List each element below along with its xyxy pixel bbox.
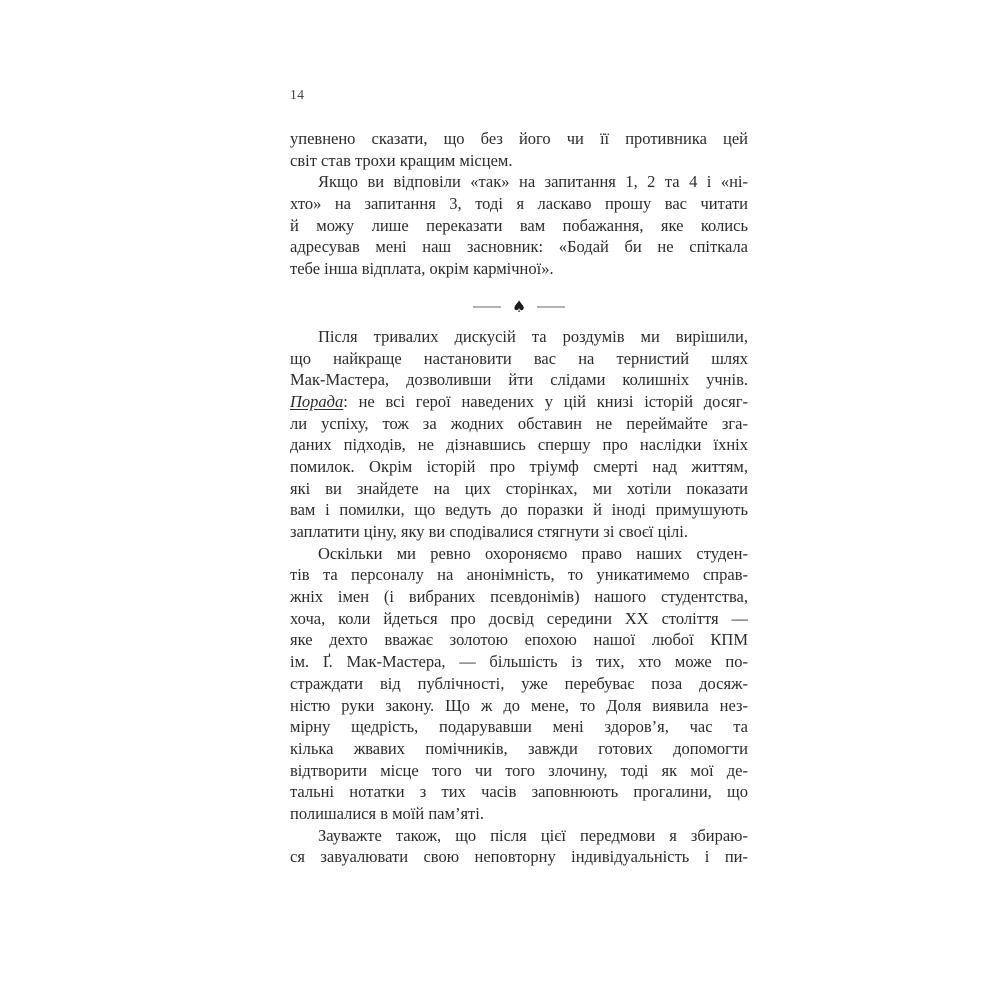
text-line: Після тривалих дискусій та роздумів ми вирішили, (318, 326, 748, 346)
spade-icon: ♠ (511, 296, 527, 316)
text-line: страждати від публічності, уже перебуває поза досяж- (290, 673, 748, 693)
text-line: ім. Ґ. Мак-Мастера, — більшість із тих, хто може по- (290, 652, 748, 672)
text-line: вам і помилки, що ведуть до поразки й іноді примушують (290, 500, 748, 520)
emphasized-term: Порада (290, 391, 344, 411)
paragraph (290, 326, 748, 543)
text-line: й можу лише переказати вам побажання, яке колись (290, 215, 748, 235)
text-line: полишалися в моїй пам’яті. (290, 803, 484, 823)
text-line: яке дехто вважає золотою епохою нашої любої КПМ (290, 630, 748, 650)
text-line: тебе інша відплата, окрім кармічної». (290, 259, 554, 279)
divider-rule-left (473, 306, 501, 308)
text-line: Якщо ви відповіли «так» на запитання 1, 2 та 4 і «ні- (318, 172, 748, 192)
text-line: хоча, коли йдеться про досвід середини XX століття — (290, 608, 748, 628)
paragraph (290, 128, 748, 171)
text-line: що найкраще настановити вас на тернистий шлях (290, 348, 748, 368)
page-number: 14 (290, 87, 305, 102)
page-body (290, 128, 748, 868)
text-line: мірну щедрість, подарувавши мені здоров’я, час та (290, 717, 748, 737)
paragraph (290, 825, 748, 868)
text-line: які ви знайдете на цих сторінках, ми хотіли показати (290, 478, 748, 498)
text-line: тів та персоналу на анонімність, то уникатимемо справ- (290, 565, 748, 585)
text-line: Порада: не всі герої наведених у цій книзі історій досяг- (290, 391, 748, 411)
text-line: помилок. Окрім історій про тріумф смерті над життям, (290, 456, 748, 476)
text-line: адресував мені наш засновник: «Бодай би не спіткала (290, 237, 748, 257)
text-line: хто» на запитання 3, тоді я ласкаво прошу вас читати (290, 194, 748, 214)
text-line: заплатити ціну, яку ви сподівалися стягнути зі своєї цілі. (290, 522, 688, 541)
text-line: тальні нотатки з тих часів заповнюють прогалини, що (290, 782, 748, 802)
text-line: Зауважте також, що після цієї передмови я збираю- (318, 825, 748, 845)
text-line: даних підходів, не дізнавшись спершу про наслідки їхніх (290, 435, 748, 455)
section-divider (290, 297, 748, 317)
text-line: кілька жвавих помічників, завжди готових допомогти (290, 738, 748, 758)
text-line: ністю руки закону. Що ж до мене, то Доля виявила нез- (290, 695, 748, 715)
paragraph (290, 171, 748, 279)
text-line: відтворити місце того чи того злочину, тоді як мої де- (290, 760, 748, 780)
text-line: жніх імен (і вибраних псевдонімів) нашого студентства, (290, 587, 748, 607)
text-line: упевнено сказати, що без його чи її противника цей (290, 129, 748, 148)
divider-rule-right (537, 306, 565, 308)
text-line: Оскільки ми ревно охороняємо право наших студен- (318, 543, 748, 563)
text-line: Мак-Мастера, дозволивши йти слідами колишніх учнів. (290, 370, 748, 390)
paragraph (290, 543, 748, 825)
text-line: світ став трохи кращим місцем. (290, 150, 513, 170)
text-block (290, 87, 748, 868)
text-line: ся завуалювати свою неповторну індивідуальність і пи- (290, 847, 748, 867)
text-line: ли успіху, тож за жодних обставин не переймайте зга- (290, 413, 748, 433)
